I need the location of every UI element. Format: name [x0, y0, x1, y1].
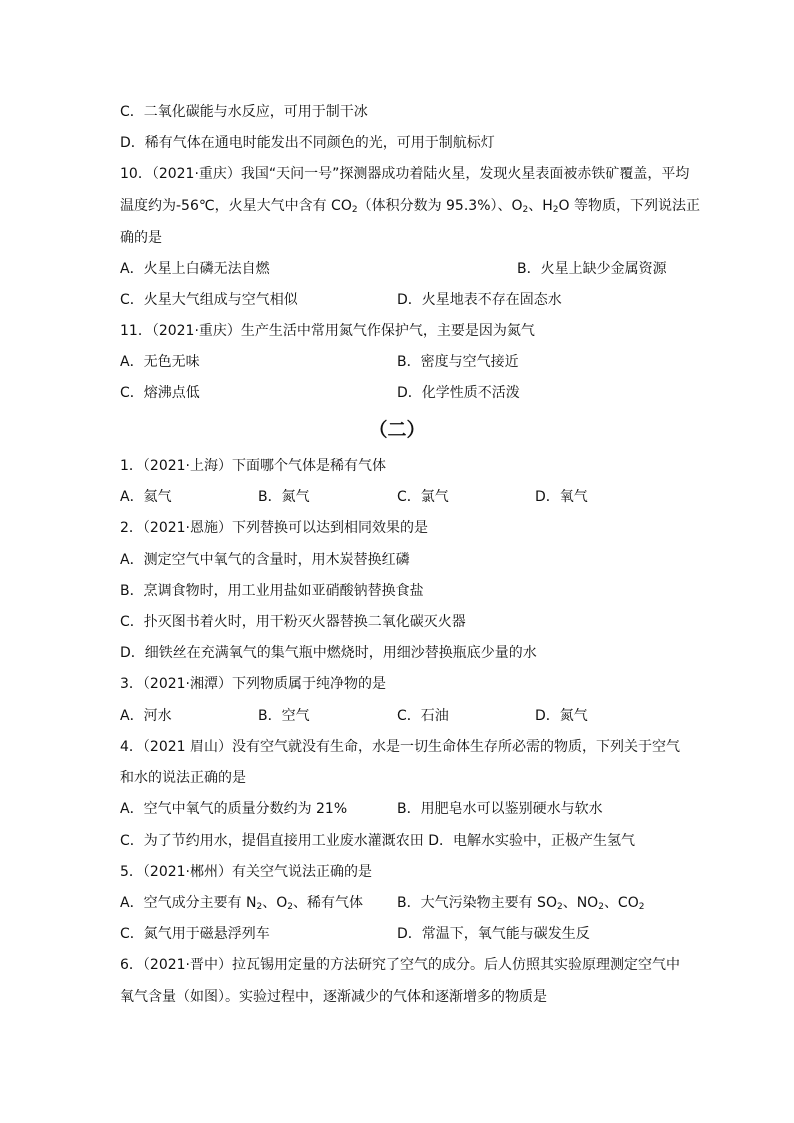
- s2q1-option-b: B．氮气: [258, 489, 310, 505]
- q10-stem-text: （体积分数为 95.3%）、O: [357, 198, 523, 214]
- q10-stem-line3: 确的是: [120, 230, 162, 246]
- s2q5-option-b-text: 、NO: [562, 895, 599, 911]
- q10-sub: 2: [522, 205, 529, 215]
- s2q5-option-b-text: B．大气污染物主要有 SO: [397, 895, 557, 911]
- s2q6-stem-line2: 氧气含量（如图）。实验过程中，逐渐减少的气体和逐渐增多的物质是: [120, 989, 547, 1005]
- s2q4-stem-line1: 4．（2021 眉山）没有空气就没有生命，水是一切生命体生存所必需的物质，下列关于空气: [120, 739, 680, 755]
- s2q4-options-row2: [120, 831, 635, 851]
- s2q5-option-c: C．氮气用于磁悬浮列车: [120, 926, 270, 942]
- s2q5-sub: 2: [287, 902, 293, 912]
- q11-options-row1: [120, 352, 680, 372]
- s2q5-option-a-text: 、稀有气体: [293, 895, 363, 911]
- q11-option-a: A．无色无味: [120, 354, 200, 370]
- q10-option-c: C．火星大气组成与空气相似: [120, 292, 298, 308]
- q10-stem-text: 、H: [528, 198, 553, 214]
- s2q3-option-a: A．河水: [120, 708, 172, 724]
- q11-option-b: B．密度与空气接近: [397, 354, 519, 370]
- s2q4-stem-line2: 和水的说法正确的是: [120, 770, 246, 786]
- s2q5-sub: 2: [638, 902, 645, 912]
- s2q4-option-d: D．电解水实验中，正极产生氢气: [428, 833, 636, 849]
- s2q2-stem: 2．（2021·恩施）下列替换可以达到相同效果的是: [120, 520, 428, 536]
- q10-options-row1: [120, 259, 667, 279]
- q11-option-c: C．熔沸点低: [120, 385, 200, 401]
- s2q1-options: [120, 487, 680, 507]
- q11-options-row2: [120, 383, 680, 403]
- q10-stem-text: O 等物质，下列说法正: [558, 198, 701, 214]
- q10-option-d: D．火星地表不存在固态水: [397, 292, 562, 308]
- s2q2-option-a: A．测定空气中氧气的含量时，用木炭替换红磷: [120, 552, 410, 568]
- s2q3-option-d: D．氮气: [535, 708, 588, 724]
- s2q1-option-a: A．氦气: [120, 489, 172, 505]
- section-title: （二）: [368, 419, 426, 441]
- s2q3-options: [120, 706, 680, 726]
- s2q5-option-a-text: 、O: [262, 895, 288, 911]
- s2q5-option-d: D．常温下，氧气能与碳发生反: [397, 926, 590, 942]
- s2q5-sub: 2: [598, 902, 604, 912]
- s2q5-stem: 5．（2021·郴州）有关空气说法正确的是: [120, 864, 372, 880]
- s2q1-option-c: C．氯气: [397, 489, 449, 505]
- q9-option-d: D．稀有气体在通电时能发出不同颜色的光，可用于制航标灯: [120, 135, 495, 151]
- s2q4-option-a: A．空气中氧气的质量分数约为 21%: [120, 801, 348, 817]
- s2q3-option-c: C．石油: [397, 708, 449, 724]
- s2q2-option-b: B．烹调食物时，用工业用盐如亚硝酸钠替换食盐: [120, 583, 424, 599]
- s2q5-sub: 2: [556, 902, 563, 912]
- s2q5-option-a-text: A．空气成分主要有 N: [120, 895, 257, 911]
- q10-stem-text: 温度约为-56℃，火星大气中含有 CO: [120, 198, 352, 214]
- q10-stem-line1: 10．（2021·重庆）我国“天问一号”探测器成功着陆火星，发现火星表面被赤铁矿覆盖，平均: [120, 166, 690, 182]
- q10-sub: 2: [351, 205, 358, 215]
- s2q4-options-row1: [120, 799, 680, 819]
- s2q3-stem: 3．（2021·湘潭）下列物质属于纯净物的是: [120, 676, 386, 692]
- q11-option-d: D．化学性质不活泼: [397, 385, 520, 401]
- q10-sub: 2: [552, 205, 559, 215]
- s2q5-option-b: [397, 893, 644, 913]
- s2q5-option-b-text: 、CO: [603, 895, 639, 911]
- s2q2-option-d: D．细铁丝在充满氧气的集气瓶中燃烧时，用细沙替换瓶底少量的水: [120, 645, 537, 661]
- s2q5-option-a: [120, 895, 363, 911]
- s2q1-stem: 1．（2021·上海）下面哪个气体是稀有气体: [120, 458, 386, 474]
- s2q5-options-row2: [120, 924, 680, 944]
- s2q1-option-d: D．氧气: [535, 489, 588, 505]
- s2q2-option-c: C．扑灭图书着火时，用干粉灭火器替换二氧化碳灭火器: [120, 614, 466, 630]
- s2q5-options-row1: [120, 893, 680, 913]
- q9-option-c: C．二氧化碳能与水反应，可用于制干冰: [120, 104, 368, 120]
- q10-options-row2: [120, 290, 562, 310]
- s2q3-option-b: B．空气: [258, 708, 310, 724]
- q11-stem: 11．（2021·重庆）生产生活中常用氮气作保护气，主要是因为氮气: [120, 323, 535, 339]
- s2q4-option-c: C．为了节约用水，提倡直接用工业废水灌溉农田: [120, 833, 424, 849]
- s2q5-sub: 2: [256, 902, 263, 912]
- q10-stem-line2: [120, 196, 700, 216]
- s2q4-option-b: B．用肥皂水可以鉴别硬水与软水: [397, 801, 603, 817]
- s2q6-stem-line1: 6．（2021·晋中）拉瓦锡用定量的方法研究了空气的成分。后人仿照其实验原理测定空气中: [120, 957, 680, 973]
- q10-option-b: B．火星上缺少金属资源: [517, 261, 667, 277]
- q10-option-a: A．火星上白磷无法自燃: [120, 261, 270, 277]
